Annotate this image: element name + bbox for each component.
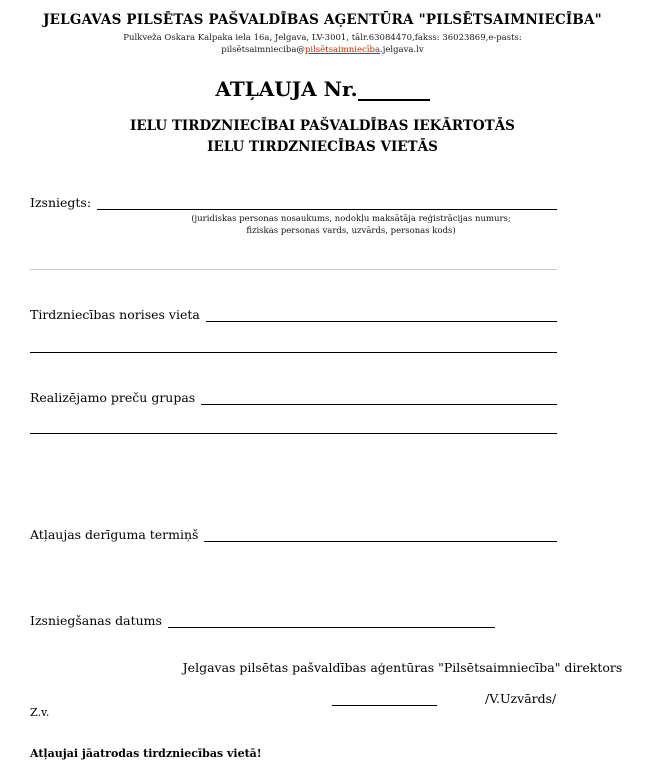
- issue-date-label: Izsniegšanas datums: [30, 613, 162, 629]
- issued-hint-line-2: fiziskas personas vards, uzvārds, personas kods): [246, 226, 456, 237]
- issue-date-line: [168, 612, 495, 628]
- email-suffix: .jelgava.lv: [380, 45, 424, 55]
- form-section: [0, 194, 645, 629]
- signature-name: /V.Uzvārds/: [485, 691, 557, 707]
- goods-line: [201, 389, 557, 405]
- org-email-line: [0, 45, 645, 55]
- issue-date-field: [30, 612, 557, 628]
- validity-field: [30, 526, 557, 542]
- validity-label: Atļaujas derīguma termiņš: [30, 527, 199, 543]
- venue-field: [30, 306, 557, 322]
- venue-label: Tirdzniecības norises vieta: [30, 307, 200, 323]
- subtitle-line-1: IELU TIRDZNIECĪBAI PAŠVALDĪBAS IEKĀRTOTĀS: [130, 118, 515, 134]
- permit-number-line: [358, 78, 430, 101]
- footer-note: Atļaujai jāatrodas tirdzniecības vietā!: [30, 747, 262, 760]
- validity-line: [204, 526, 557, 542]
- org-address: Pulkveža Oskara Kalpaka iela 16a, Jelgava, LV-3001, tālr.63084470,fakss: 36023869,e-pasts:: [123, 33, 522, 43]
- signature-section: [0, 691, 645, 760]
- email-link[interactable]: pilsētsaimniecība: [304, 45, 381, 55]
- issued-label: Izsniegts:: [30, 194, 92, 210]
- seal-label: Z.v.: [30, 706, 50, 720]
- document-title: [0, 77, 645, 101]
- goods-field: [30, 389, 557, 405]
- venue-line: [206, 306, 557, 322]
- venue-line-2: [30, 352, 557, 353]
- document-title-text: ATĻAUJA Nr.: [215, 77, 358, 101]
- email-prefix: pilsētsaimnieciba@: [221, 45, 305, 55]
- goods-label: Realizējamo preču grupas: [30, 390, 196, 406]
- issued-hint: [30, 213, 557, 238]
- goods-line-2: [30, 433, 557, 434]
- issued-field: [30, 194, 557, 210]
- issued-hint-line-1: (juridiskas personas nosaukums, nodokļu maksātāja reģistrācijas numurs;: [191, 213, 511, 224]
- separator-light-line: [30, 269, 557, 270]
- signature-row: [30, 691, 557, 706]
- org-name: JELGAVAS PILSĒTAS PAŠVALDĪBAS AĢENTŪRA "PILSĒTSAIMNIECĪBA": [43, 12, 602, 28]
- document-subtitle: [0, 116, 645, 158]
- director-title-line: Jelgavas pilsētas pašvaldības aģentūras "Pilsētsaimniecība" direktors: [182, 660, 623, 676]
- subtitle-line-2: IELU TIRDZNIECĪBAS VIETĀS: [207, 138, 438, 155]
- signature-line: [332, 691, 437, 706]
- issued-line: [97, 194, 557, 210]
